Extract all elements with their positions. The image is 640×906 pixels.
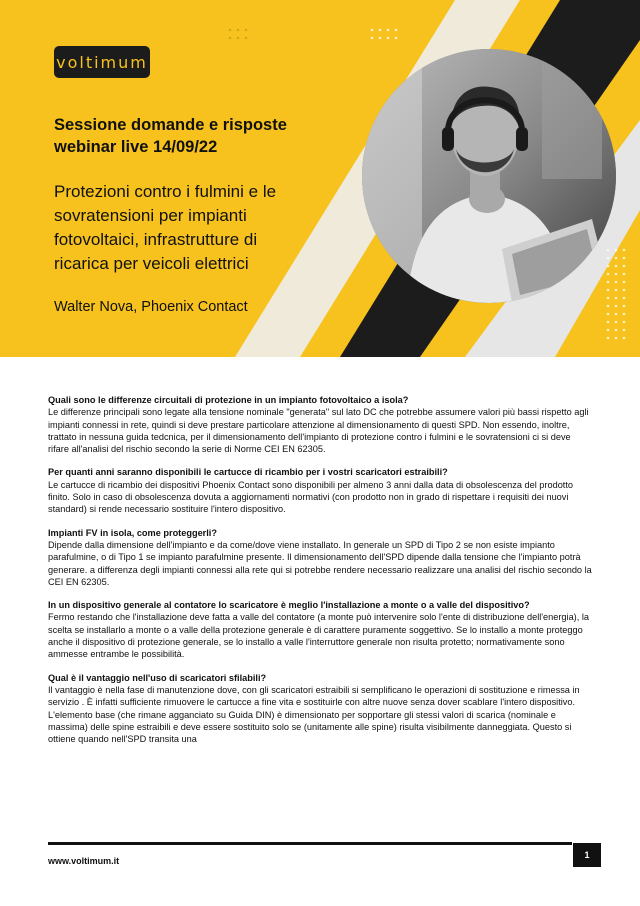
answer-text: Le cartucce di ricambio dei dispositivi Phoenix Contact sono disponibili per almeno 3 anni dalla data di obsolescenza del prodotto finito. Solo in caso di obsolescenza dovuta a aggiornamenti normativi (con prodotto non in grado di rispettare i requisiti dei nuovi standard) si rende necessario sostituire l'intero dispositivo.: [48, 479, 574, 515]
qa-item: [48, 394, 592, 455]
speaker-photo: [362, 49, 616, 303]
header-banner: [0, 0, 640, 357]
question-text: In un dispositivo generale al contatore lo scaricatore è meglio l'installazione a monte o a valle del dispositivo?: [48, 600, 530, 611]
qa-item: [48, 527, 592, 588]
footer-website-link[interactable]: www.voltimum.it: [48, 856, 120, 866]
topic-line: ricarica per veicoli elettrici: [54, 254, 249, 273]
question-text: Impianti FV in isola, come proteggerli?: [48, 527, 217, 538]
voltimum-logo: voltimum: [54, 46, 150, 78]
answer-text: Dipende dalla dimensione dell'impianto e da come/dove viene installato. In generale un SPD di Tipo 2 se non esiste impianto parafulmine, o di Tipo 1 se impianto parafulmine presente. Il dimensionamento dell'SPD dipende dalla tensione che l'impianto potrà generare. a differenza degli impianti connessi alla rete qui si potrebbe rendere necessario realizzare una analisi del rischio secondo la CEI EN 62305.: [48, 539, 592, 587]
qa-section: [48, 394, 592, 756]
answer-text: Il vantaggio è nella fase di manutenzione dove, con gli scaricatori estraibili si semplificano le operazioni di sostituzione e rimessa in servizio . È infatti sufficiente rimuovere le cartucce a fine vita e sostituirle con altre nuove senza dover scablare l'intero dispositivo. L'elemento base (che rimane agganciato su Guida DIN) è dimensionato per sopportare gli stessi valori di scarica (nominale e massima) delle spine estraibili e deve essere sostituito solo se (unitamente alle spine) risulta visibilmente danneggiata. Questo si ottiene quando nell'SPD transita una: [48, 684, 580, 745]
topic-line: sovratensioni per impianti: [54, 206, 247, 225]
qa-item: [48, 466, 592, 515]
session-title-line: webinar live 14/09/22: [54, 138, 218, 156]
question-text: Per quanti anni saranno disponibili le cartucce di ricambio per i vostri scaricatori estraibili?: [48, 467, 448, 478]
answer-text: Le differenze principali sono legate alla tensione nominale "generata" sul lato DC che potrebbe assumere valori più bassi rispetto agli impianti connessi in rete, quindi si deve prestare particolare attenzione al dimensionamento di questi SPD. Non essendo, inoltre, trattato in nessuna guida tedcnica, per il dimensionamento dell'impianto di protezione contro i fulmini e le sovratensioni ci si deve rifare all'analisi del rischio secondo la serie di Norme CEI EN 62305.: [48, 407, 589, 455]
page-number: 1: [573, 843, 601, 867]
session-title-line: Sessione domande e risposte: [54, 116, 287, 134]
topic-line: Protezioni contro i fulmini e le: [54, 182, 277, 201]
answer-text: Fermo restando che l'installazione deve fatta a valle del contatore (a monte può intervenire solo l'ente di distribuzione dell'energia), la scelta se installarlo a monte o a valle della protezione generale è di carattere puramente soggettivo. Se lo installo a monte proteggo anche il dispositivo di protezione generale, se lo installo a valle l'interruttore generale non risulta protetto; normativamente sono ammesse entrambe le possibilità.: [48, 612, 589, 660]
qa-item: [48, 599, 592, 660]
webinar-topic-title: [54, 180, 344, 276]
footer-divider: [48, 842, 572, 845]
topic-line: fotovoltaici, infrastrutture di: [54, 230, 258, 249]
speaker-name: Walter Nova, Phoenix Contact: [54, 299, 248, 315]
qa-item: [48, 672, 592, 746]
question-text: Qual è il vantaggio nell'uso di scaricatori sfilabili?: [48, 672, 267, 683]
session-title: [54, 114, 344, 158]
question-text: Quali sono le differenze circuitali di protezione in un impianto fotovoltaico a isola?: [48, 395, 409, 405]
